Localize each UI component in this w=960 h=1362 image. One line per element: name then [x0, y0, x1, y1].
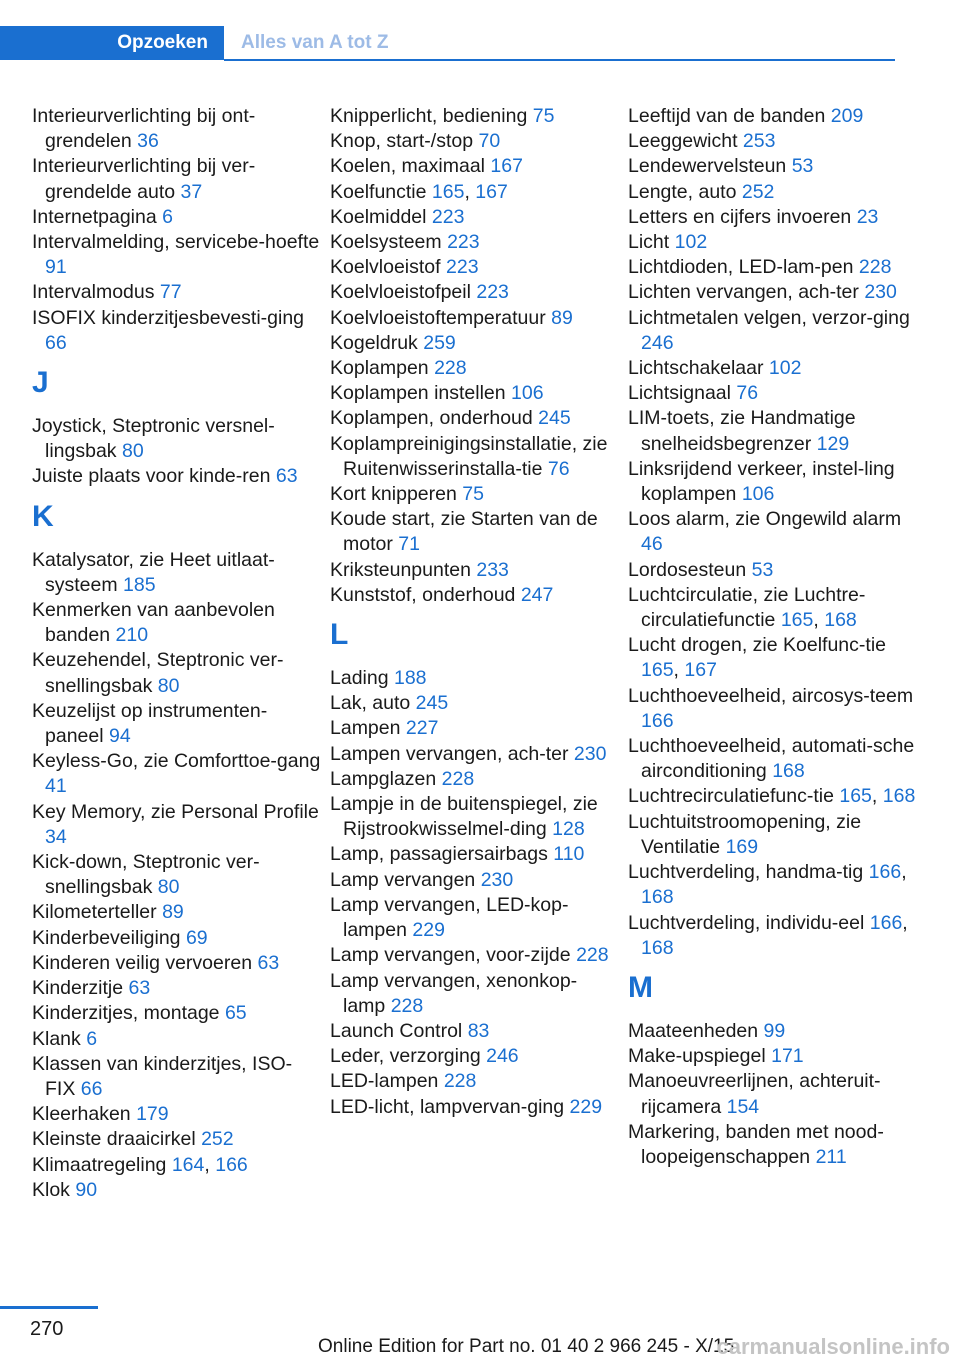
index-entry [330, 280, 610, 305]
entry-text: Kinderen veilig vervoeren [32, 951, 253, 974]
index-entry [32, 1127, 322, 1152]
page-link[interactable]: 228 [441, 767, 475, 790]
entry-text: Lichtmetalen velgen, verzor-ging [628, 306, 910, 329]
entry-text: Interieurverlichting bij ont-grendelen [32, 105, 256, 153]
page-link[interactable]: 80 [121, 440, 144, 463]
index-entry [628, 457, 928, 507]
entry-text: Koelen, maximaal [330, 155, 485, 178]
page-link[interactable]: 246 [641, 331, 674, 354]
index-entry [32, 1102, 322, 1127]
page-link[interactable]: 80 [157, 876, 180, 899]
watermark: carmanualsonline.info [716, 1334, 950, 1359]
index-entry [330, 716, 610, 741]
page-link[interactable]: 91 [45, 256, 67, 279]
page-link[interactable]: 129 [816, 432, 850, 455]
entry-text: Keyless-Go, zie Comforttoe-gang [32, 750, 321, 773]
page-link[interactable]: 246 [486, 1045, 519, 1068]
page-link[interactable]: 209 [830, 105, 864, 127]
page-link[interactable]: 53 [751, 558, 774, 581]
entry-text: Luchtrecirculatiefunc-tie [628, 785, 834, 808]
entry-text: Kilometerteller [32, 901, 157, 924]
page-link[interactable]: 229 [412, 919, 445, 942]
page-link[interactable]: 165 [780, 609, 814, 632]
index-entry [628, 507, 928, 557]
page-link[interactable]: 211 [815, 1145, 847, 1168]
page-link[interactable]: 166 [868, 861, 902, 884]
index-entry [32, 1178, 322, 1203]
edition-footer: Online Edition for Part no. 01 40 2 966 245 - X/15 [318, 1336, 735, 1357]
index-column-2 [330, 104, 610, 1120]
index-entry [330, 507, 610, 557]
index-entry [32, 306, 322, 356]
entry-text: Knipperlicht, bediening [330, 105, 528, 127]
entry-text: Lamp vervangen, LED-kop-lampen [330, 893, 569, 942]
entry-text: Luchtcirculatie, zie Luchtre-circulatiefunctie [628, 583, 866, 632]
index-entry [628, 104, 928, 129]
header-divider [224, 59, 895, 61]
index-entry [330, 558, 610, 583]
entry-text: Lamp vervangen [330, 868, 476, 891]
index-entry [32, 464, 322, 489]
entry-text: Lamp vervangen, xenonkop-lamp [330, 969, 578, 1017]
entry-text: Lak, auto [330, 692, 411, 715]
page-link[interactable]: 102 [768, 357, 802, 380]
page-link[interactable]: 89 [162, 901, 184, 924]
index-entry [32, 699, 322, 749]
index-entry [32, 548, 322, 598]
page-link[interactable]: 245 [415, 692, 449, 715]
index-entry [32, 598, 322, 648]
index-entry [628, 406, 928, 456]
index-entry [628, 1044, 928, 1069]
entry-text: Klimaatregeling [32, 1153, 167, 1176]
page-link[interactable]: 77 [159, 281, 182, 304]
entry-text: LED-licht, lampvervan-ging [330, 1095, 565, 1118]
entry-text: Leeftijd van de banden [628, 105, 826, 127]
index-entry [628, 180, 928, 205]
index-entry [330, 666, 610, 691]
entry-text: Lampen vervangen, ach-ter [330, 742, 569, 765]
index-entry [330, 104, 610, 129]
page-link[interactable]: 63 [128, 977, 151, 1000]
index-entry [628, 558, 928, 583]
index-entry [330, 230, 610, 255]
index-entry: Luchtverdeling, handma-tig 166, 168 [628, 861, 907, 909]
index-entry [32, 205, 322, 230]
page-number-rule [0, 1306, 98, 1309]
tab-opzoeken[interactable]: Opzoeken [0, 26, 224, 60]
entry-text: Lamp vervangen, voor-zijde [330, 944, 571, 967]
index-entry [628, 1019, 928, 1044]
entry-text: Make-upspiegel [628, 1045, 766, 1068]
index-entry [32, 104, 322, 154]
page-link[interactable]: 188 [393, 667, 427, 690]
page-link[interactable]: 169 [725, 835, 759, 858]
index-entry [32, 1052, 322, 1102]
index-entry [628, 255, 928, 280]
page-link[interactable]: 166 [641, 709, 674, 732]
entry-text: Koplampen instellen [330, 382, 506, 405]
page-link[interactable]: 223 [476, 281, 509, 304]
page-link[interactable]: 128 [552, 818, 585, 841]
page-link[interactable]: 228 [443, 1070, 477, 1093]
index-entry [628, 1069, 928, 1119]
page-link[interactable]: 70 [478, 130, 501, 153]
page-link[interactable]: 245 [538, 407, 571, 430]
index-entry [32, 976, 322, 1001]
entry-text: Kinderzitjes, montage [32, 1002, 220, 1025]
index-entry: Luchtcirculatie, zie Luchtre-circulatiefunctie 165, 168 [628, 583, 866, 632]
page-link[interactable]: 252 [741, 180, 775, 203]
page-link[interactable]: 165 [839, 785, 872, 808]
index-entry [330, 205, 610, 230]
page-link[interactable]: 167 [684, 659, 717, 682]
entry-text: Koelmiddel [330, 205, 427, 228]
index-entry [32, 951, 322, 976]
page-link[interactable]: 69 [185, 926, 208, 949]
page-link[interactable]: 247 [520, 583, 554, 606]
page-link[interactable]: 228 [576, 944, 609, 967]
index-entry [628, 1120, 928, 1170]
entry-text: Lichtschakelaar [628, 357, 764, 380]
index-entry [628, 205, 928, 230]
page-link[interactable]: 154 [726, 1095, 760, 1118]
index-entry [32, 154, 322, 204]
page-link[interactable]: 89 [551, 306, 573, 329]
page-link[interactable]: 228 [858, 256, 892, 279]
index-letter: J [32, 366, 49, 400]
page-link[interactable]: 230 [864, 281, 897, 304]
entry-text: Licht [628, 231, 670, 254]
entry-text: Keuzehendel, Steptronic ver-snellingsbak [32, 649, 284, 697]
page-link[interactable]: 110 [553, 843, 585, 866]
index-entry [330, 331, 610, 356]
entry-text: Koelvloeistofpeil [330, 281, 471, 304]
index-entry [628, 734, 928, 784]
entry-text: LIM-toets, zie Handmatige snelheidsbegrenzer [628, 407, 856, 455]
entry-text: Koelvloeistoftemperatuur [330, 306, 546, 329]
index-entry [330, 306, 610, 331]
entry-text: Luchtverdeling, individu-eel [628, 911, 865, 934]
entry-text: Lamp, passagiersairbags [330, 843, 548, 866]
page-link[interactable]: 253 [742, 130, 776, 153]
entry-text: Juiste plaats voor kinde-ren [32, 465, 271, 488]
index-entry [330, 482, 610, 507]
entry-text: Lampje in de buitenspiegel, zie Rijstrookwisselmel-ding [330, 793, 598, 841]
entry-text: ISOFIX kinderzitjesbevesti-ging [32, 306, 305, 329]
index-entry [32, 1001, 322, 1026]
page-link[interactable]: 41 [45, 775, 67, 798]
entry-text: Maateenheden [628, 1019, 759, 1042]
index-entry [330, 432, 610, 482]
page-link[interactable]: 230 [480, 868, 514, 891]
entry-text: Koelsysteem [330, 231, 442, 254]
page-link[interactable]: 168 [824, 609, 857, 632]
index-entry [330, 129, 610, 154]
page-link[interactable]: 6 [162, 205, 173, 228]
index-entry [330, 1044, 610, 1069]
page-link[interactable]: 166 [215, 1153, 248, 1176]
index-entry [330, 1019, 610, 1044]
index-entry [330, 255, 610, 280]
index-entry [32, 900, 322, 925]
entry-text: Kenmerken van aanbevolen banden [32, 599, 275, 647]
index-entry [32, 414, 322, 464]
index-entry [330, 943, 610, 968]
index-entry [330, 792, 610, 842]
page-link[interactable]: 65 [224, 1002, 247, 1025]
page-link[interactable]: 99 [763, 1019, 786, 1042]
page-link[interactable]: 165 [641, 659, 674, 682]
page-link[interactable]: 106 [741, 483, 775, 506]
index-entry: Klimaatregeling 164, 166 [32, 1153, 248, 1176]
entry-text: Kinderbeveiliging [32, 926, 181, 949]
page-link[interactable]: 66 [80, 1077, 103, 1100]
entry-text: Kort knipperen [330, 483, 457, 506]
entry-text: Launch Control [330, 1019, 463, 1042]
page-number: 270 [30, 1318, 64, 1340]
tab-alles-van-a-tot-z[interactable]: Alles van A tot Z [241, 32, 389, 53]
page-link[interactable]: 229 [569, 1095, 603, 1118]
entry-text: Interieurverlichting bij ver-grendelde auto [32, 155, 256, 203]
page-link[interactable]: 168 [772, 760, 805, 783]
entry-text: Lading [330, 667, 389, 690]
entry-text: Loos alarm, zie Ongewild alarm [628, 508, 902, 531]
page-link[interactable]: 167 [490, 155, 523, 178]
entry-text: Klassen van kinderzitjes, ISO-FIX [32, 1052, 293, 1100]
page-link[interactable]: 167 [475, 180, 508, 203]
index-entry [330, 868, 610, 893]
page-link[interactable]: 165 [431, 180, 465, 203]
entry-text: Koplampen [330, 357, 429, 380]
entry-text: Koplampreinigingsinstallatie, zie Ruitenwisserinstalla-tie [330, 432, 608, 480]
page-link[interactable]: 164 [171, 1153, 205, 1176]
index-entry [628, 306, 928, 356]
entry-text: Leeggewicht [628, 130, 738, 153]
index-entry: Lucht drogen, zie Koelfunc-tie 165, 167 [628, 634, 886, 682]
entry-text: Manoeuvreerlijnen, achteruit-rijcamera [628, 1070, 881, 1118]
index-entry [32, 800, 322, 850]
entry-text: Kriksteunpunten [330, 558, 471, 581]
page-link[interactable]: 223 [431, 205, 465, 228]
index-entry [330, 583, 610, 608]
index-entry [32, 648, 322, 698]
header-bar [0, 26, 895, 62]
entry-text: Lordosesteun [628, 558, 747, 581]
page-link[interactable]: 23 [856, 205, 879, 228]
entry-text: Leder, verzorging [330, 1045, 481, 1068]
page-link[interactable]: 66 [45, 331, 67, 354]
page-link[interactable]: 90 [75, 1178, 98, 1201]
index-entry: Luchtverdeling, individu-eel 166, 168 [628, 911, 908, 959]
entry-text: Keuzelijst op instrumenten-paneel [32, 699, 268, 748]
page-link[interactable]: 94 [108, 725, 131, 748]
entry-text: Kick-down, Steptronic ver-snellingsbak [32, 851, 260, 899]
index-entry [330, 893, 610, 943]
page-link[interactable]: 53 [791, 155, 814, 178]
entry-text: Key Memory, zie Personal Profile [32, 800, 319, 823]
index-column-1 [32, 104, 322, 1203]
entry-text: Letters en cijfers invoeren [628, 205, 852, 228]
page-link[interactable]: 106 [511, 382, 544, 405]
entry-text: Lucht drogen, zie Koelfunc-tie [628, 634, 886, 657]
entry-text: Luchthoeveelheid, automati-sche airconditioning [628, 735, 915, 783]
entry-text: Koelfunctie [330, 180, 427, 203]
index-entry [32, 230, 322, 280]
entry-text: Katalysator, zie Heet uitlaat-systeem [32, 548, 275, 596]
page-link[interactable]: 223 [446, 256, 479, 279]
index-entry [628, 356, 928, 381]
entry-text: Lichtsignaal [628, 382, 731, 405]
page-link[interactable]: 46 [641, 533, 663, 556]
page-link[interactable]: 168 [882, 785, 916, 808]
entry-text: Koplampen, onderhoud [330, 407, 533, 430]
index-entry [628, 810, 928, 860]
index-entry: Luchtrecirculatiefunc-tie 165, 168 [628, 785, 916, 808]
page-link[interactable]: 252 [201, 1128, 234, 1151]
entry-text: Lampglazen [330, 767, 437, 790]
index-entry [330, 381, 610, 406]
index-entry [32, 926, 322, 951]
entry-text: Lichten vervangen, ach-ter [628, 281, 859, 304]
page-link[interactable]: 166 [869, 911, 903, 934]
page-link[interactable]: 63 [257, 951, 280, 974]
page-link[interactable]: 6 [86, 1027, 98, 1050]
entry-text: Internetpagina [32, 205, 157, 228]
page-link[interactable]: 75 [532, 105, 555, 127]
entry-text: Luchtuitstroomopening, zie Ventilatie [628, 810, 862, 858]
page-link[interactable]: 76 [547, 457, 570, 480]
index-letter: L [330, 618, 349, 652]
index-entry [628, 684, 928, 734]
index-entry [330, 1069, 610, 1094]
page-link[interactable]: 259 [423, 331, 456, 354]
index-entry [628, 230, 928, 255]
page-link[interactable]: 80 [157, 674, 180, 697]
index-entry [628, 129, 928, 154]
entry-text: Knop, start-/stop [330, 130, 474, 153]
page-link[interactable]: 230 [573, 742, 607, 765]
index-entry [628, 280, 928, 305]
index-entry [330, 842, 610, 867]
entry-text: Lendewervelsteun [628, 155, 787, 178]
entry-text: Joystick, Steptronic versnel-lingsbak [32, 415, 275, 463]
entry-text: Koelvloeistof [330, 256, 441, 279]
index-entry [330, 742, 610, 767]
page-link[interactable]: 171 [771, 1045, 804, 1068]
entry-text: Luchtverdeling, handma-tig [628, 861, 864, 884]
entry-text: Kogeldruk [330, 331, 418, 354]
index-entry [628, 154, 928, 179]
entry-text: Lampen [330, 717, 401, 740]
index-entry [32, 749, 322, 799]
page-link[interactable]: 75 [462, 483, 484, 506]
entry-text: Koude start, zie Starten van de motor [330, 508, 598, 556]
entry-text: Kinderzitje [32, 977, 124, 1000]
index-entry [330, 1095, 610, 1120]
entry-text: Lichtdioden, LED-lam-pen [628, 256, 854, 279]
index-entry [628, 381, 928, 406]
entry-text: Kleinste draaicirkel [32, 1128, 196, 1151]
page-link[interactable]: 233 [476, 558, 509, 581]
index-letter: K [32, 499, 54, 533]
index-entry [32, 280, 322, 305]
index-entry [330, 154, 610, 179]
entry-text: Luchthoeveelheid, aircosys-teem [628, 684, 914, 707]
page-link[interactable]: 210 [115, 624, 149, 647]
page-link[interactable]: 37 [180, 180, 203, 203]
index-letter: M [628, 970, 653, 1004]
index-entry [330, 406, 610, 431]
page-link[interactable]: 228 [434, 357, 467, 380]
entry-text: Klank [32, 1027, 81, 1050]
page-link[interactable]: 168 [641, 886, 674, 909]
entry-text: Intervalmodus [32, 281, 155, 304]
entry-text: Markering, banden met nood-loopeigenschappen [628, 1120, 884, 1168]
index-entry [32, 1027, 322, 1052]
page-link[interactable]: 223 [447, 231, 480, 254]
page-link[interactable]: 179 [136, 1103, 169, 1126]
page-link[interactable]: 76 [736, 382, 759, 405]
index-entry [330, 691, 610, 716]
entry-text: LED-lampen [330, 1070, 439, 1093]
index-entry [330, 969, 610, 1019]
index-entry: Koelfunctie 165, 167 [330, 180, 508, 203]
entry-text: Linksrijdend verkeer, instel-ling koplampen [628, 457, 895, 506]
page-link[interactable]: 227 [405, 717, 439, 740]
entry-text: Lengte, auto [628, 180, 737, 203]
entry-text: Klok [32, 1178, 70, 1201]
page-link[interactable]: 102 [674, 231, 708, 254]
page-link[interactable]: 228 [390, 994, 424, 1017]
page-link[interactable]: 36 [137, 130, 159, 153]
index-entry [32, 850, 322, 900]
page-link[interactable]: 63 [275, 465, 298, 488]
page-link[interactable]: 71 [398, 533, 420, 556]
entry-text: Kunststof, onderhoud [330, 583, 516, 606]
entry-text: Kleerhaken [32, 1103, 131, 1126]
page-link[interactable]: 34 [45, 825, 67, 848]
entry-text: Intervalmelding, servicebe-hoefte [32, 231, 320, 254]
index-entry [330, 356, 610, 381]
page-link[interactable]: 83 [467, 1019, 490, 1042]
page-link[interactable]: 168 [641, 936, 674, 959]
page-link[interactable]: 185 [123, 573, 156, 596]
index-column-3 [628, 104, 928, 1170]
index-entry [330, 767, 610, 792]
